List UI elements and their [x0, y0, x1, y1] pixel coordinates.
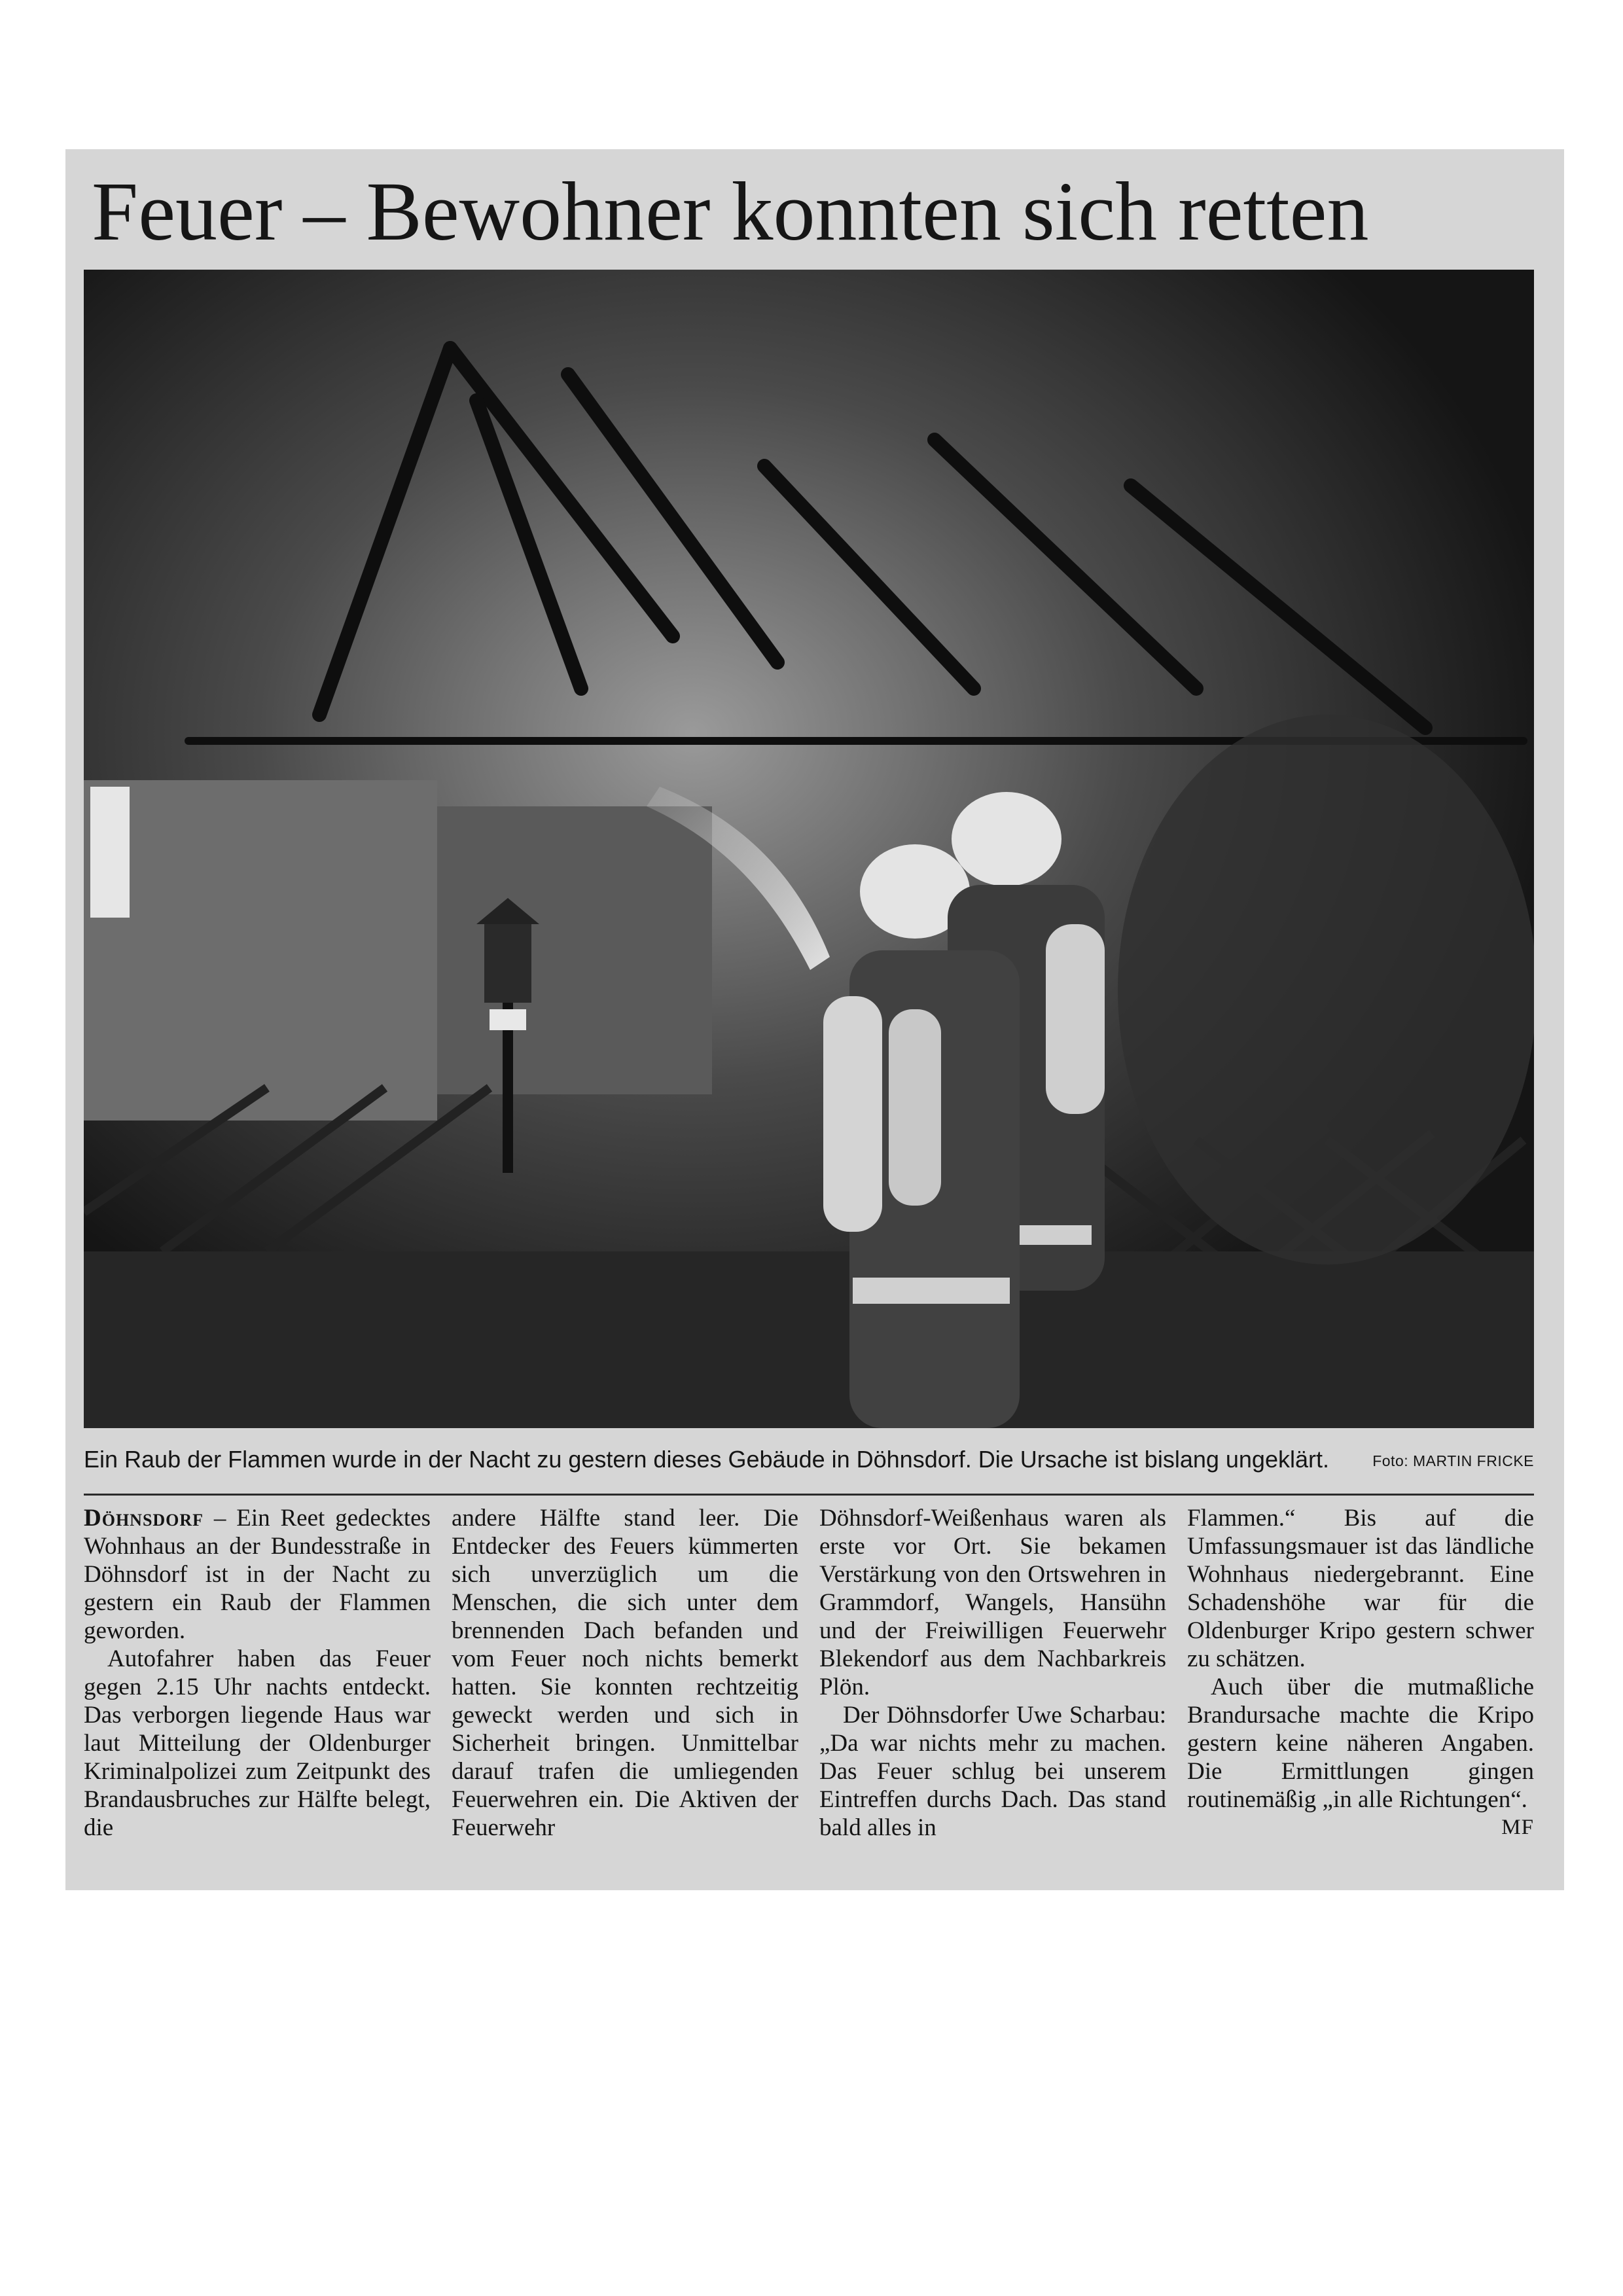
article-body: [84, 1504, 1534, 1884]
author-initials: MF: [1501, 1816, 1534, 1839]
paragraph: Döhnsdorf-Weißenhaus waren als erste vor Ort. Sie bekamen Verstärkung von den Ortswehren in Grammdorf, Wangels, Hansühn und der Freiwilligen Feuerwehr Blekendorf aus dem Nachbarkreis Plön.: [819, 1505, 1166, 1700]
photo-credit: Foto: MARTIN FRICKE: [1372, 1452, 1534, 1469]
dateline: Döhnsdorf: [84, 1505, 204, 1532]
photo-caption: [84, 1440, 1534, 1479]
paragraph: Autofahrer haben das Feuer gegen 2.15 Uhr nachts entdeckt. Das verborgen liegende Haus war laut Mitteilung der Oldenburger Kriminalpolizei zum Zeitpunkt des Brandausbruches zur Hälfte belegt, die: [84, 1645, 431, 1841]
column-1: [84, 1504, 431, 1884]
column-4: [1187, 1504, 1534, 1884]
column-3: [819, 1504, 1166, 1884]
article-photo: [84, 270, 1534, 1428]
paragraph-text: – Ein Reet gedecktes Wohnhaus an der Bundesstraße in Döhnsdorf ist in der Nacht zu gestern ein Raub der Flammen geworden.: [84, 1505, 431, 1644]
column-2: [452, 1504, 798, 1884]
article-headline: Feuer – Bewohner konnten sich retten: [92, 165, 1369, 258]
paragraph: [84, 1504, 431, 1645]
paragraph: Der Döhnsdorfer Uwe Scharbau: „Da war nichts mehr zu machen. Das Feuer schlug bei unserem Eintreffen durchs Dach. Das stand bald alles in: [819, 1702, 1166, 1841]
paragraph: Auch über die mutmaßliche Brandursache machte die Kripo gestern keine näheren Angaben. Die Ermittlungen gingen routinemäßig „in alle Richtungen“.: [1187, 1674, 1534, 1813]
paragraph: andere Hälfte stand leer. Die Entdecker des Feuers kümmerten sich unverzüglich um die Menschen, die sich unter dem brennenden Dach befanden und vom Feuer noch nichts bemerkt hatten. Sie konnten rechtzeitig geweckt werden und sich in Sicherheit bringen. Unmittelbar darauf trafen die umliegenden Feuerwehren ein. Die Aktiven der Feuerwehr: [452, 1505, 798, 1841]
divider: [84, 1494, 1534, 1496]
caption-text: Ein Raub der Flammen wurde in der Nacht zu gestern dieses Gebäude in Döhnsdorf. Die Ursache ist bislang ungeklärt.: [84, 1446, 1329, 1473]
paragraph: Flammen.“ Bis auf die Umfassungsmauer ist das ländliche Wohnhaus niedergebrannt. Eine Schadenshöhe war für die Oldenburger Kripo gestern schwer zu schätzen.: [1187, 1505, 1534, 1672]
